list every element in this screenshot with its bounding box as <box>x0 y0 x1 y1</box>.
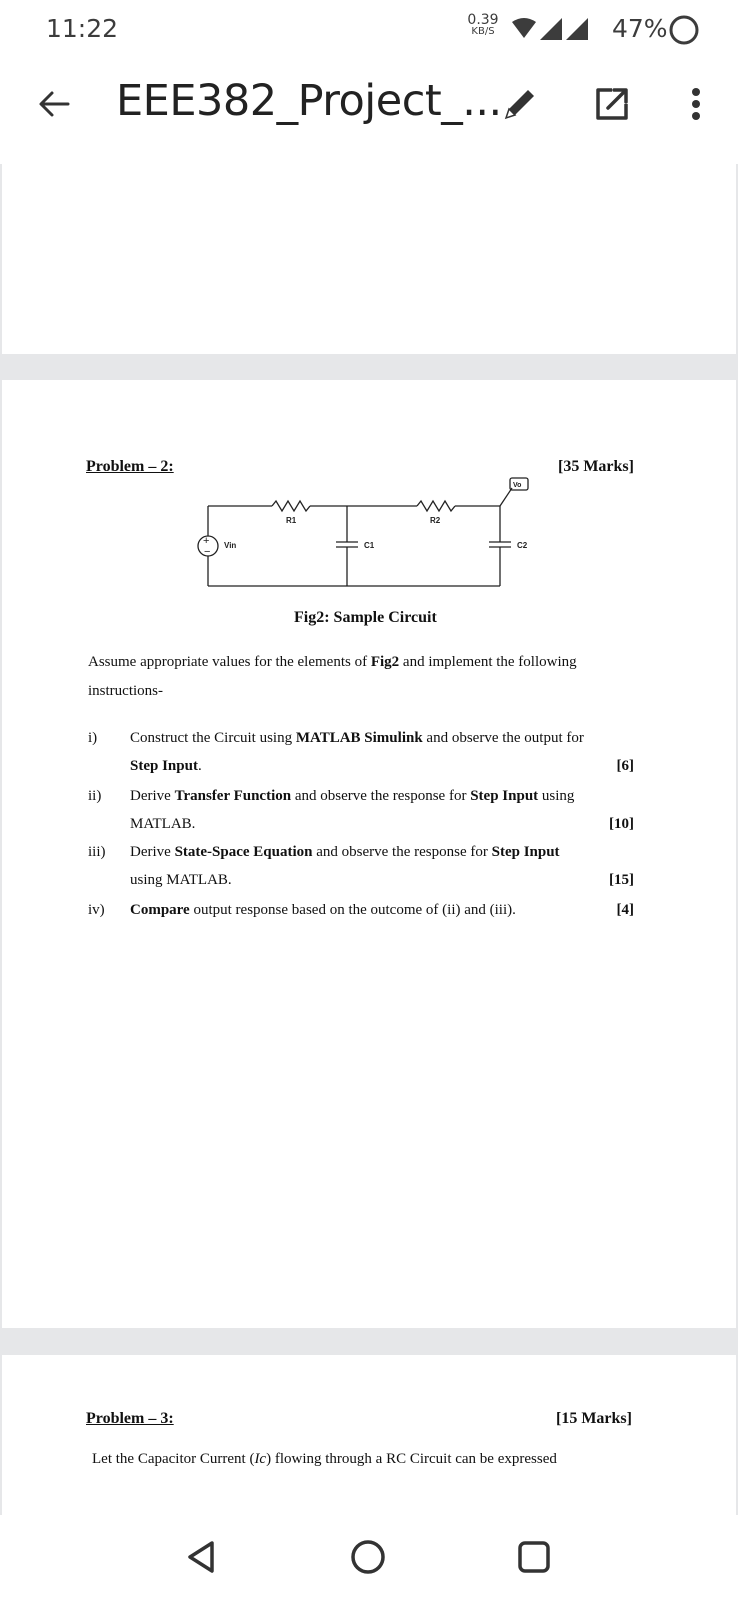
home-circle-icon <box>346 1535 390 1579</box>
item-number: iii) <box>88 844 106 860</box>
signal-icon <box>566 18 588 40</box>
item-number: iv) <box>88 902 105 918</box>
item-text: Derive State-Space Equation and observe the response for Step Input using MATLAB. <box>130 844 560 888</box>
battery-icon <box>668 14 700 51</box>
open-external-icon <box>592 84 632 124</box>
item-marks: [4] <box>616 902 634 918</box>
navigation-bar <box>0 1515 738 1600</box>
item-marks: [10] <box>609 816 634 832</box>
item-text: Derive Transfer Function and observe the response for Step Input using MATLAB. <box>130 788 575 832</box>
label-vin: Vin <box>224 541 237 550</box>
document-page <box>2 380 736 1328</box>
item-marks: [15] <box>609 872 634 888</box>
network-speed-value: 0.39 <box>467 12 499 28</box>
nav-recents-button[interactable] <box>512 1535 556 1579</box>
label-c2: C2 <box>517 541 528 550</box>
battery-percent: 47% <box>612 14 668 43</box>
signal-icon <box>540 18 562 40</box>
open-external-button[interactable] <box>592 84 632 124</box>
circuit-diagram <box>182 476 562 596</box>
more-options-button[interactable] <box>684 84 708 124</box>
edit-button[interactable] <box>500 84 540 124</box>
item-marks: [6] <box>616 758 634 774</box>
problem-heading: Problem – 2: <box>86 458 174 475</box>
network-speed <box>464 14 502 38</box>
label-r1: R1 <box>286 516 297 525</box>
app-bar <box>0 60 738 164</box>
document-page <box>2 164 736 354</box>
pencil-icon <box>500 84 540 124</box>
nav-back-button[interactable] <box>180 1535 224 1579</box>
item-text: Construct the Circuit using MATLAB Simulink and observe the output for Step Input. <box>130 730 584 774</box>
svg-text:+: + <box>203 535 210 547</box>
label-r2: R2 <box>430 516 441 525</box>
problem-marks: [15 Marks] <box>556 1410 632 1427</box>
problem3-text: Let the Capacitor Current (Ic) flowing through a RC Circuit can be expressed <box>92 1451 557 1467</box>
svg-text:−: − <box>204 546 211 558</box>
network-speed-unit: KB/S <box>471 26 495 37</box>
problem-heading: Problem – 3: <box>86 1410 174 1427</box>
document-title: EEE382_Project_... <box>116 76 502 126</box>
item-number: ii) <box>88 788 102 804</box>
item-number: i) <box>88 730 98 746</box>
intro-paragraph: Assume appropriate values for the elements of Fig2 and implement the following instructions- <box>88 654 577 699</box>
more-vert-icon <box>684 84 708 124</box>
back-triangle-icon <box>180 1535 224 1579</box>
figure-caption: Fig2: Sample Circuit <box>294 609 437 626</box>
back-button[interactable] <box>34 84 74 124</box>
status-bar <box>0 0 738 60</box>
status-icons <box>510 14 610 49</box>
status-time: 11:22 <box>46 14 119 43</box>
wifi-icon <box>512 18 536 38</box>
recents-square-icon <box>512 1535 556 1579</box>
problem-marks: [35 Marks] <box>558 458 634 475</box>
nav-home-button[interactable] <box>346 1535 390 1579</box>
label-c1: C1 <box>364 541 375 550</box>
back-arrow-icon <box>34 84 74 124</box>
document-page <box>2 1355 736 1515</box>
item-text: Compare output response based on the outcome of (ii) and (iii). <box>130 902 516 918</box>
label-vo: Vo <box>513 482 522 489</box>
